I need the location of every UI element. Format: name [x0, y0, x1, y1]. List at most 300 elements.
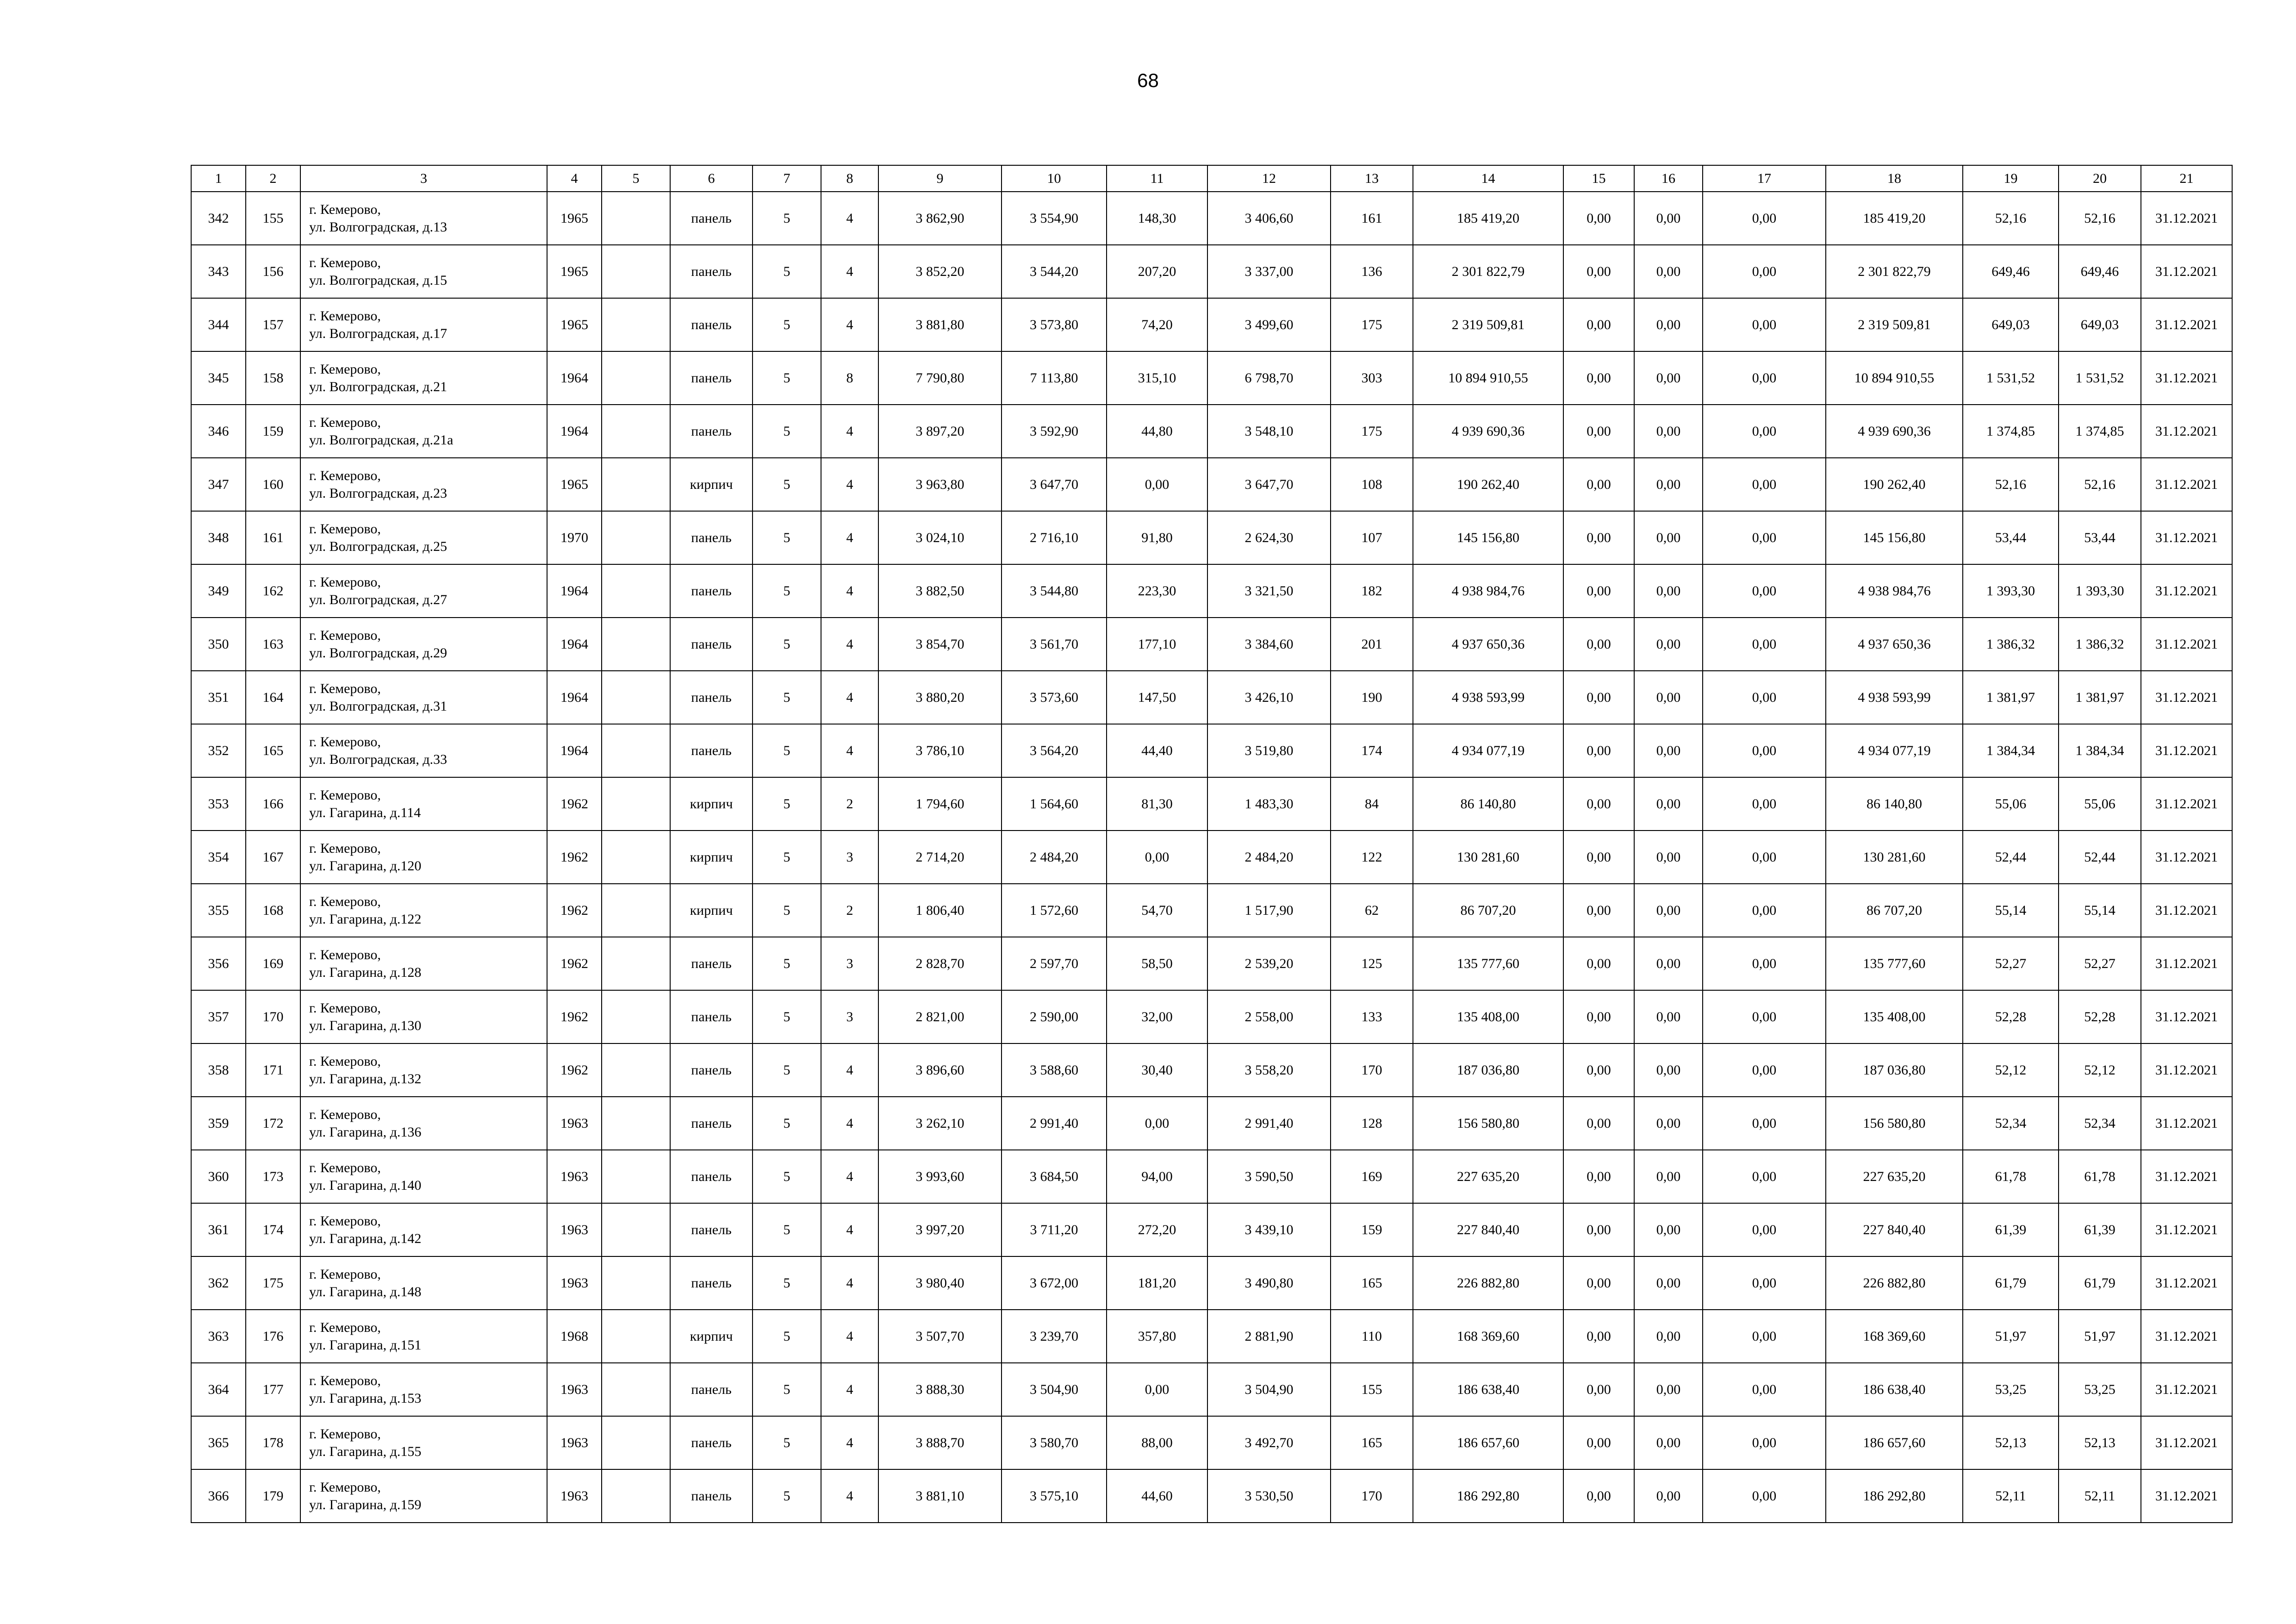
column-header-6: 6 [670, 165, 753, 192]
cell-col-6: панель [670, 298, 753, 351]
cell-address [300, 192, 547, 245]
cell-col-21: 31.12.2021 [2141, 1043, 2232, 1097]
column-header-12: 12 [1207, 165, 1331, 192]
cell-col-17: 0,00 [1703, 990, 1826, 1043]
cell-col-12: 2 881,90 [1207, 1310, 1331, 1363]
address-city: г. Кемерово, [309, 575, 381, 590]
column-header-3: 3 [300, 165, 547, 192]
cell-col-5 [602, 884, 670, 937]
cell-col-4: 1965 [547, 192, 602, 245]
cell-col-10: 3 575,10 [1002, 1469, 1107, 1523]
cell-address [300, 1363, 547, 1416]
cell-col-7: 5 [753, 777, 821, 831]
cell-col-6: панель [670, 405, 753, 458]
cell-col-17: 0,00 [1703, 1150, 1826, 1203]
cell-col-13: 201 [1331, 618, 1413, 671]
table-row [191, 1203, 2232, 1256]
cell-col-12: 3 492,70 [1207, 1416, 1331, 1469]
cell-col-2: 173 [246, 1150, 300, 1203]
cell-col-2: 163 [246, 618, 300, 671]
cell-col-14: 186 638,40 [1413, 1363, 1563, 1416]
cell-col-21: 31.12.2021 [2141, 458, 2232, 511]
address-city: г. Кемерово, [309, 734, 381, 750]
cell-col-21: 31.12.2021 [2141, 990, 2232, 1043]
column-header-13: 13 [1331, 165, 1413, 192]
cell-col-13: 122 [1331, 831, 1413, 884]
cell-col-16: 0,00 [1634, 192, 1703, 245]
cell-col-18: 227 840,40 [1826, 1203, 1963, 1256]
cell-col-5 [602, 1416, 670, 1469]
cell-col-15: 0,00 [1563, 884, 1634, 937]
cell-col-13: 190 [1331, 671, 1413, 724]
table-row [191, 671, 2232, 724]
cell-col-10: 3 672,00 [1002, 1256, 1107, 1310]
cell-col-18: 186 292,80 [1826, 1469, 1963, 1523]
address-street: ул. Волгоградская, д.21 [309, 379, 447, 394]
address-city: г. Кемерово, [309, 202, 381, 217]
cell-col-8: 4 [821, 1310, 878, 1363]
cell-col-14: 186 292,80 [1413, 1469, 1563, 1523]
cell-col-6: панель [670, 1469, 753, 1523]
cell-col-5 [602, 245, 670, 298]
cell-col-1: 343 [191, 245, 246, 298]
cell-col-10: 3 544,20 [1002, 245, 1107, 298]
cell-col-13: 170 [1331, 1469, 1413, 1523]
column-header-18: 18 [1826, 165, 1963, 192]
cell-col-11: 44,60 [1107, 1469, 1207, 1523]
address-city: г. Кемерово, [309, 681, 381, 696]
cell-col-1: 357 [191, 990, 246, 1043]
cell-col-20: 52,44 [2059, 831, 2141, 884]
cell-col-7: 5 [753, 1310, 821, 1363]
cell-col-10: 3 588,60 [1002, 1043, 1107, 1097]
cell-col-7: 5 [753, 618, 821, 671]
cell-col-21: 31.12.2021 [2141, 618, 2232, 671]
cell-col-5 [602, 298, 670, 351]
cell-col-19: 53,25 [1963, 1363, 2059, 1416]
cell-col-13: 170 [1331, 1043, 1413, 1097]
cell-col-11: 32,00 [1107, 990, 1207, 1043]
cell-col-11: 81,30 [1107, 777, 1207, 831]
cell-col-11: 0,00 [1107, 458, 1207, 511]
cell-col-21: 31.12.2021 [2141, 937, 2232, 990]
cell-col-15: 0,00 [1563, 1150, 1634, 1203]
cell-col-13: 133 [1331, 990, 1413, 1043]
cell-col-1: 348 [191, 511, 246, 564]
cell-col-5 [602, 724, 670, 777]
cell-col-17: 0,00 [1703, 564, 1826, 618]
cell-col-2: 178 [246, 1416, 300, 1469]
cell-col-7: 5 [753, 1203, 821, 1256]
cell-col-2: 157 [246, 298, 300, 351]
cell-col-17: 0,00 [1703, 511, 1826, 564]
address-street: ул. Гагарина, д.151 [309, 1337, 422, 1353]
cell-col-5 [602, 1043, 670, 1097]
cell-col-6: панель [670, 1203, 753, 1256]
cell-address [300, 1203, 547, 1256]
cell-col-21: 31.12.2021 [2141, 245, 2232, 298]
cell-col-4: 1963 [547, 1256, 602, 1310]
cell-col-10: 7 113,80 [1002, 351, 1107, 405]
address-city: г. Кемерово, [309, 1373, 381, 1388]
cell-col-19: 649,03 [1963, 298, 2059, 351]
cell-col-18: 135 777,60 [1826, 937, 1963, 990]
table-row [191, 937, 2232, 990]
cell-col-12: 3 337,00 [1207, 245, 1331, 298]
cell-col-1: 359 [191, 1097, 246, 1150]
cell-col-10: 2 590,00 [1002, 990, 1107, 1043]
cell-col-5 [602, 1203, 670, 1256]
cell-col-11: 315,10 [1107, 351, 1207, 405]
cell-col-19: 61,78 [1963, 1150, 2059, 1203]
cell-col-7: 5 [753, 405, 821, 458]
cell-col-1: 354 [191, 831, 246, 884]
cell-col-14: 2 319 509,81 [1413, 298, 1563, 351]
cell-col-20: 649,46 [2059, 245, 2141, 298]
address-street: ул. Гагарина, д.128 [309, 964, 422, 980]
cell-col-10: 3 592,90 [1002, 405, 1107, 458]
cell-col-9: 2 714,20 [878, 831, 1002, 884]
cell-col-5 [602, 1310, 670, 1363]
cell-col-12: 1 483,30 [1207, 777, 1331, 831]
cell-col-1: 345 [191, 351, 246, 405]
cell-col-11: 88,00 [1107, 1416, 1207, 1469]
table-row [191, 1150, 2232, 1203]
cell-col-13: 161 [1331, 192, 1413, 245]
cell-col-10: 3 647,70 [1002, 458, 1107, 511]
cell-col-9: 3 888,30 [878, 1363, 1002, 1416]
address-street: ул. Гагарина, д.155 [309, 1443, 422, 1459]
cell-col-1: 350 [191, 618, 246, 671]
cell-col-4: 1963 [547, 1150, 602, 1203]
cell-col-20: 1 386,32 [2059, 618, 2141, 671]
cell-col-1: 344 [191, 298, 246, 351]
cell-col-5 [602, 511, 670, 564]
cell-col-10: 3 573,60 [1002, 671, 1107, 724]
cell-col-17: 0,00 [1703, 351, 1826, 405]
table-row [191, 831, 2232, 884]
cell-col-8: 3 [821, 990, 878, 1043]
cell-col-17: 0,00 [1703, 1256, 1826, 1310]
cell-col-4: 1963 [547, 1203, 602, 1256]
cell-col-14: 186 657,60 [1413, 1416, 1563, 1469]
cell-col-14: 227 840,40 [1413, 1203, 1563, 1256]
cell-col-18: 4 939 690,36 [1826, 405, 1963, 458]
cell-col-5 [602, 458, 670, 511]
cell-col-5 [602, 618, 670, 671]
cell-col-7: 5 [753, 990, 821, 1043]
cell-col-2: 179 [246, 1469, 300, 1523]
cell-col-6: панель [670, 1150, 753, 1203]
cell-col-2: 160 [246, 458, 300, 511]
cell-col-17: 0,00 [1703, 1310, 1826, 1363]
cell-col-16: 0,00 [1634, 831, 1703, 884]
cell-col-14: 226 882,80 [1413, 1256, 1563, 1310]
cell-col-13: 84 [1331, 777, 1413, 831]
cell-col-15: 0,00 [1563, 618, 1634, 671]
cell-col-18: 186 657,60 [1826, 1416, 1963, 1469]
address-street: ул. Волгоградская, д.13 [309, 219, 447, 235]
cell-address [300, 1043, 547, 1097]
cell-col-8: 4 [821, 564, 878, 618]
cell-col-20: 52,34 [2059, 1097, 2141, 1150]
cell-col-21: 31.12.2021 [2141, 1256, 2232, 1310]
cell-address [300, 1256, 547, 1310]
cell-col-11: 54,70 [1107, 884, 1207, 937]
cell-col-17: 0,00 [1703, 777, 1826, 831]
cell-col-8: 3 [821, 831, 878, 884]
cell-col-18: 185 419,20 [1826, 192, 1963, 245]
table-row [191, 990, 2232, 1043]
cell-col-16: 0,00 [1634, 405, 1703, 458]
cell-address [300, 1097, 547, 1150]
column-header-19: 19 [1963, 165, 2059, 192]
cell-col-8: 4 [821, 458, 878, 511]
cell-col-16: 0,00 [1634, 1256, 1703, 1310]
cell-col-1: 355 [191, 884, 246, 937]
cell-col-20: 1 381,97 [2059, 671, 2141, 724]
address-city: г. Кемерово, [309, 1213, 381, 1229]
cell-col-8: 4 [821, 671, 878, 724]
cell-col-2: 176 [246, 1310, 300, 1363]
column-header-2: 2 [246, 165, 300, 192]
cell-col-7: 5 [753, 564, 821, 618]
cell-col-18: 4 937 650,36 [1826, 618, 1963, 671]
table-row [191, 1416, 2232, 1469]
address-city: г. Кемерово, [309, 947, 381, 962]
cell-col-8: 3 [821, 937, 878, 990]
cell-col-6: кирпич [670, 458, 753, 511]
cell-col-6: панель [670, 937, 753, 990]
address-street: ул. Волгоградская, д.23 [309, 485, 447, 501]
cell-col-14: 4 937 650,36 [1413, 618, 1563, 671]
cell-col-14: 187 036,80 [1413, 1043, 1563, 1097]
cell-col-21: 31.12.2021 [2141, 405, 2232, 458]
address-city: г. Кемерово, [309, 1267, 381, 1282]
cell-col-18: 190 262,40 [1826, 458, 1963, 511]
cell-col-5 [602, 990, 670, 1043]
cell-col-15: 0,00 [1563, 831, 1634, 884]
cell-col-7: 5 [753, 1097, 821, 1150]
cell-col-10: 3 684,50 [1002, 1150, 1107, 1203]
column-number-header-row [191, 165, 2232, 192]
cell-address [300, 298, 547, 351]
cell-col-7: 5 [753, 351, 821, 405]
cell-col-6: панель [670, 671, 753, 724]
cell-col-12: 3 647,70 [1207, 458, 1331, 511]
table-row [191, 511, 2232, 564]
cell-address [300, 458, 547, 511]
cell-col-20: 52,16 [2059, 192, 2141, 245]
cell-col-16: 0,00 [1634, 671, 1703, 724]
cell-col-11: 44,40 [1107, 724, 1207, 777]
cell-col-13: 136 [1331, 245, 1413, 298]
cell-col-12: 3 426,10 [1207, 671, 1331, 724]
cell-col-19: 55,14 [1963, 884, 2059, 937]
cell-col-12: 3 519,80 [1207, 724, 1331, 777]
cell-col-16: 0,00 [1634, 298, 1703, 351]
address-city: г. Кемерово, [309, 1320, 381, 1335]
cell-col-17: 0,00 [1703, 1416, 1826, 1469]
cell-col-19: 51,97 [1963, 1310, 2059, 1363]
cell-col-18: 186 638,40 [1826, 1363, 1963, 1416]
cell-col-18: 187 036,80 [1826, 1043, 1963, 1097]
cell-col-20: 52,12 [2059, 1043, 2141, 1097]
cell-col-15: 0,00 [1563, 990, 1634, 1043]
cell-col-18: 10 894 910,55 [1826, 351, 1963, 405]
cell-col-7: 5 [753, 1416, 821, 1469]
cell-col-21: 31.12.2021 [2141, 1363, 2232, 1416]
cell-col-9: 1 794,60 [878, 777, 1002, 831]
cell-col-16: 0,00 [1634, 458, 1703, 511]
address-city: г. Кемерово, [309, 415, 381, 430]
cell-col-19: 1 384,34 [1963, 724, 2059, 777]
cell-col-2: 156 [246, 245, 300, 298]
cell-col-21: 31.12.2021 [2141, 1416, 2232, 1469]
cell-col-16: 0,00 [1634, 1043, 1703, 1097]
cell-col-1: 358 [191, 1043, 246, 1097]
column-header-5: 5 [602, 165, 670, 192]
cell-col-4: 1964 [547, 724, 602, 777]
cell-col-10: 3 544,80 [1002, 564, 1107, 618]
cell-col-10: 3 564,20 [1002, 724, 1107, 777]
cell-col-4: 1963 [547, 1363, 602, 1416]
cell-col-5 [602, 777, 670, 831]
cell-col-21: 31.12.2021 [2141, 298, 2232, 351]
cell-col-17: 0,00 [1703, 298, 1826, 351]
cell-col-5 [602, 192, 670, 245]
housing-register-table [191, 165, 2233, 1523]
cell-col-8: 4 [821, 405, 878, 458]
cell-col-14: 2 301 822,79 [1413, 245, 1563, 298]
cell-col-4: 1963 [547, 1469, 602, 1523]
table-row [191, 1256, 2232, 1310]
cell-col-11: 0,00 [1107, 1363, 1207, 1416]
cell-col-12: 2 558,00 [1207, 990, 1331, 1043]
cell-col-13: 108 [1331, 458, 1413, 511]
cell-col-1: 352 [191, 724, 246, 777]
cell-col-7: 5 [753, 1043, 821, 1097]
cell-col-2: 166 [246, 777, 300, 831]
address-city: г. Кемерово, [309, 468, 381, 483]
cell-col-16: 0,00 [1634, 511, 1703, 564]
cell-col-2: 172 [246, 1097, 300, 1150]
address-city: г. Кемерово, [309, 841, 381, 856]
cell-col-1: 363 [191, 1310, 246, 1363]
cell-col-21: 31.12.2021 [2141, 777, 2232, 831]
cell-col-10: 3 554,90 [1002, 192, 1107, 245]
cell-col-17: 0,00 [1703, 724, 1826, 777]
cell-col-20: 51,97 [2059, 1310, 2141, 1363]
column-header-20: 20 [2059, 165, 2141, 192]
cell-col-6: панель [670, 245, 753, 298]
cell-col-19: 52,12 [1963, 1043, 2059, 1097]
address-street: ул. Волгоградская, д.15 [309, 272, 447, 288]
cell-col-10: 2 597,70 [1002, 937, 1107, 990]
cell-col-18: 130 281,60 [1826, 831, 1963, 884]
cell-col-18: 86 707,20 [1826, 884, 1963, 937]
cell-col-16: 0,00 [1634, 1150, 1703, 1203]
address-city: г. Кемерово, [309, 1107, 381, 1122]
cell-col-15: 0,00 [1563, 458, 1634, 511]
cell-col-13: 182 [1331, 564, 1413, 618]
cell-col-5 [602, 937, 670, 990]
cell-col-16: 0,00 [1634, 1310, 1703, 1363]
cell-col-15: 0,00 [1563, 1310, 1634, 1363]
cell-col-14: 86 140,80 [1413, 777, 1563, 831]
cell-col-5 [602, 1469, 670, 1523]
cell-col-7: 5 [753, 671, 821, 724]
cell-col-13: 62 [1331, 884, 1413, 937]
cell-col-11: 147,50 [1107, 671, 1207, 724]
cell-col-19: 1 531,52 [1963, 351, 2059, 405]
address-city: г. Кемерово, [309, 1160, 381, 1175]
cell-col-20: 52,16 [2059, 458, 2141, 511]
cell-col-21: 31.12.2021 [2141, 511, 2232, 564]
cell-col-9: 3 880,20 [878, 671, 1002, 724]
cell-col-7: 5 [753, 831, 821, 884]
cell-col-16: 0,00 [1634, 1097, 1703, 1150]
cell-col-6: панель [670, 618, 753, 671]
cell-col-16: 0,00 [1634, 564, 1703, 618]
cell-col-17: 0,00 [1703, 1469, 1826, 1523]
cell-col-5 [602, 831, 670, 884]
cell-col-13: 175 [1331, 298, 1413, 351]
cell-col-2: 161 [246, 511, 300, 564]
cell-col-20: 1 393,30 [2059, 564, 2141, 618]
cell-col-6: панель [670, 1363, 753, 1416]
cell-col-20: 52,11 [2059, 1469, 2141, 1523]
cell-col-14: 4 938 984,76 [1413, 564, 1563, 618]
cell-col-14: 10 894 910,55 [1413, 351, 1563, 405]
cell-col-18: 4 938 984,76 [1826, 564, 1963, 618]
cell-col-9: 3 980,40 [878, 1256, 1002, 1310]
cell-col-21: 31.12.2021 [2141, 192, 2232, 245]
cell-col-2: 171 [246, 1043, 300, 1097]
cell-col-21: 31.12.2021 [2141, 351, 2232, 405]
cell-address [300, 405, 547, 458]
address-street: ул. Гагарина, д.130 [309, 1018, 422, 1033]
cell-col-8: 4 [821, 1097, 878, 1150]
cell-col-11: 148,30 [1107, 192, 1207, 245]
cell-col-14: 4 934 077,19 [1413, 724, 1563, 777]
cell-col-11: 357,80 [1107, 1310, 1207, 1363]
address-street: ул. Гагарина, д.153 [309, 1390, 422, 1406]
cell-col-18: 168 369,60 [1826, 1310, 1963, 1363]
cell-col-11: 58,50 [1107, 937, 1207, 990]
cell-col-15: 0,00 [1563, 1256, 1634, 1310]
cell-col-10: 1 564,60 [1002, 777, 1107, 831]
cell-col-13: 125 [1331, 937, 1413, 990]
cell-col-13: 159 [1331, 1203, 1413, 1256]
cell-col-18: 2 301 822,79 [1826, 245, 1963, 298]
cell-col-4: 1964 [547, 405, 602, 458]
address-street: ул. Волгоградская, д.29 [309, 645, 447, 661]
cell-col-15: 0,00 [1563, 724, 1634, 777]
cell-address [300, 671, 547, 724]
cell-col-12: 3 384,60 [1207, 618, 1331, 671]
cell-col-4: 1964 [547, 351, 602, 405]
cell-col-21: 31.12.2021 [2141, 671, 2232, 724]
cell-col-11: 91,80 [1107, 511, 1207, 564]
cell-col-14: 4 938 593,99 [1413, 671, 1563, 724]
cell-col-5 [602, 351, 670, 405]
cell-col-10: 3 504,90 [1002, 1363, 1107, 1416]
cell-col-16: 0,00 [1634, 351, 1703, 405]
cell-col-17: 0,00 [1703, 884, 1826, 937]
cell-col-20: 52,13 [2059, 1416, 2141, 1469]
cell-col-5 [602, 1150, 670, 1203]
